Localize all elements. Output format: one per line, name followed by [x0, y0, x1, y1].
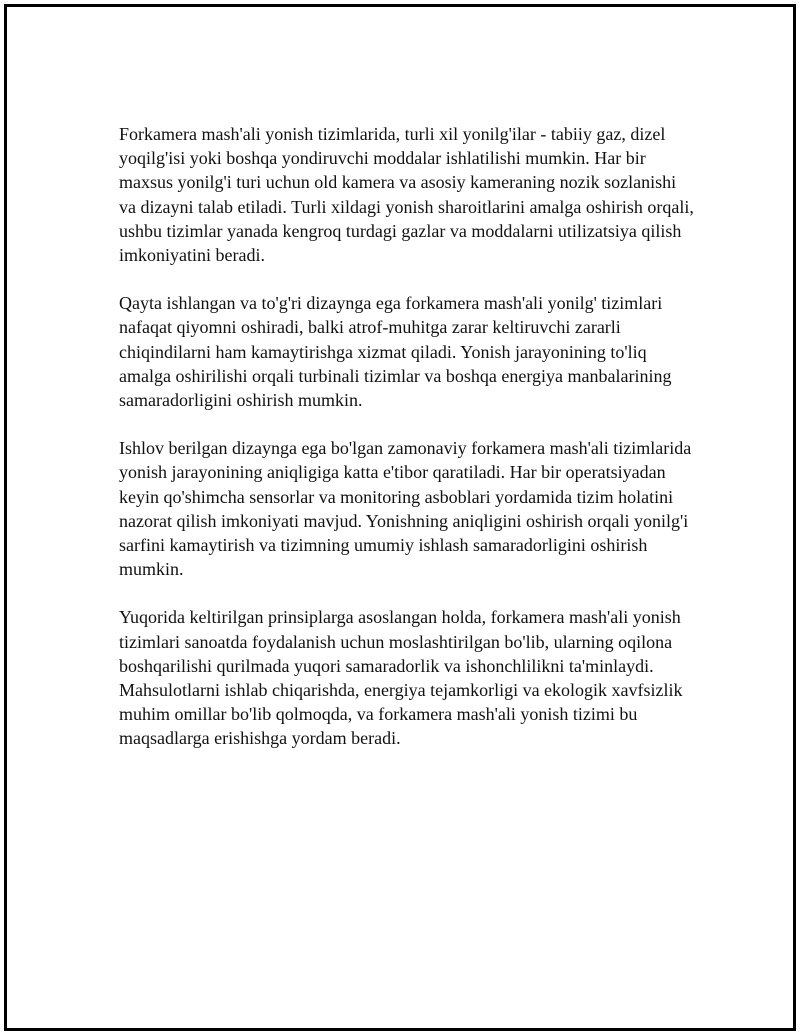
document-page	[4, 4, 796, 1031]
paragraph-2: Qayta ishlangan va to'g'ri dizaynga ega forkamera mash'ali yonilg' tizimlari nafaqat qiyomni oshiradi, balki atrof-muhitga zarar keltiruvchi zararli chiqindilarni ham kamaytirishga xizmat qiladi. Yonish jarayonining to'liq amalga oshirilishi orqali turbinali tizimlar va boshqa energiya manbalarining samaradorligini oshirish mumkin.	[119, 293, 672, 411]
document-body	[119, 122, 694, 775]
paragraph-4: Yuqorida keltirilgan prinsiplarga asoslangan holda, forkamera mash'ali yonish tizimlari sanoatda foydalanish uchun moslashtirilgan bo'lib, ularning oqilona boshqarilishi qurilmada yuqori samaradorlik va ishonchlilikni ta'minlaydi. Mahsulotlarni ishlab chiqarishda, energiya tejamkorligi va ekologik xavfsizlik muhim omillar bo'lib qolmoqda, va forkamera mash'ali yonish tizimi bu maqsadlarga erishishga yordam beradi.	[119, 607, 683, 749]
paragraph-1: Forkamera mash'ali yonish tizimlarida, turli xil yonilg'ilar - tabiiy gaz, dizel yoqilg'isi yoki boshqa yondiruvchi moddalar ishlatilishi mumkin. Har bir maxsus yonilg'i turi uchun old kamera va asosiy kameraning nozik sozlanishi va dizayni talab etiladi. Turli xildagi yonish sharoitlarini amalga oshirish orqali, ushbu tizimlar yanada kengroq turdagi gazlar va moddalarni utilizatsiya qilish imkoniyatini beradi.	[119, 124, 694, 266]
paragraph-3: Ishlov berilgan dizaynga ega bo'lgan zamonaviy forkamera mash'ali tizimlarida yonish jarayonining aniqligiga katta e'tibor qaratiladi. Har bir operatsiyadan keyin qo'shimcha sensorlar va monitoring asboblari yordamida tizim holatini nazorat qilish imkoniyati mavjud. Yonishning aniqligini oshirish orqali yonilg'i sarfini kamaytirish va tizimning umumiy ishlash samaradorligini oshirish mumkin.	[119, 438, 692, 580]
